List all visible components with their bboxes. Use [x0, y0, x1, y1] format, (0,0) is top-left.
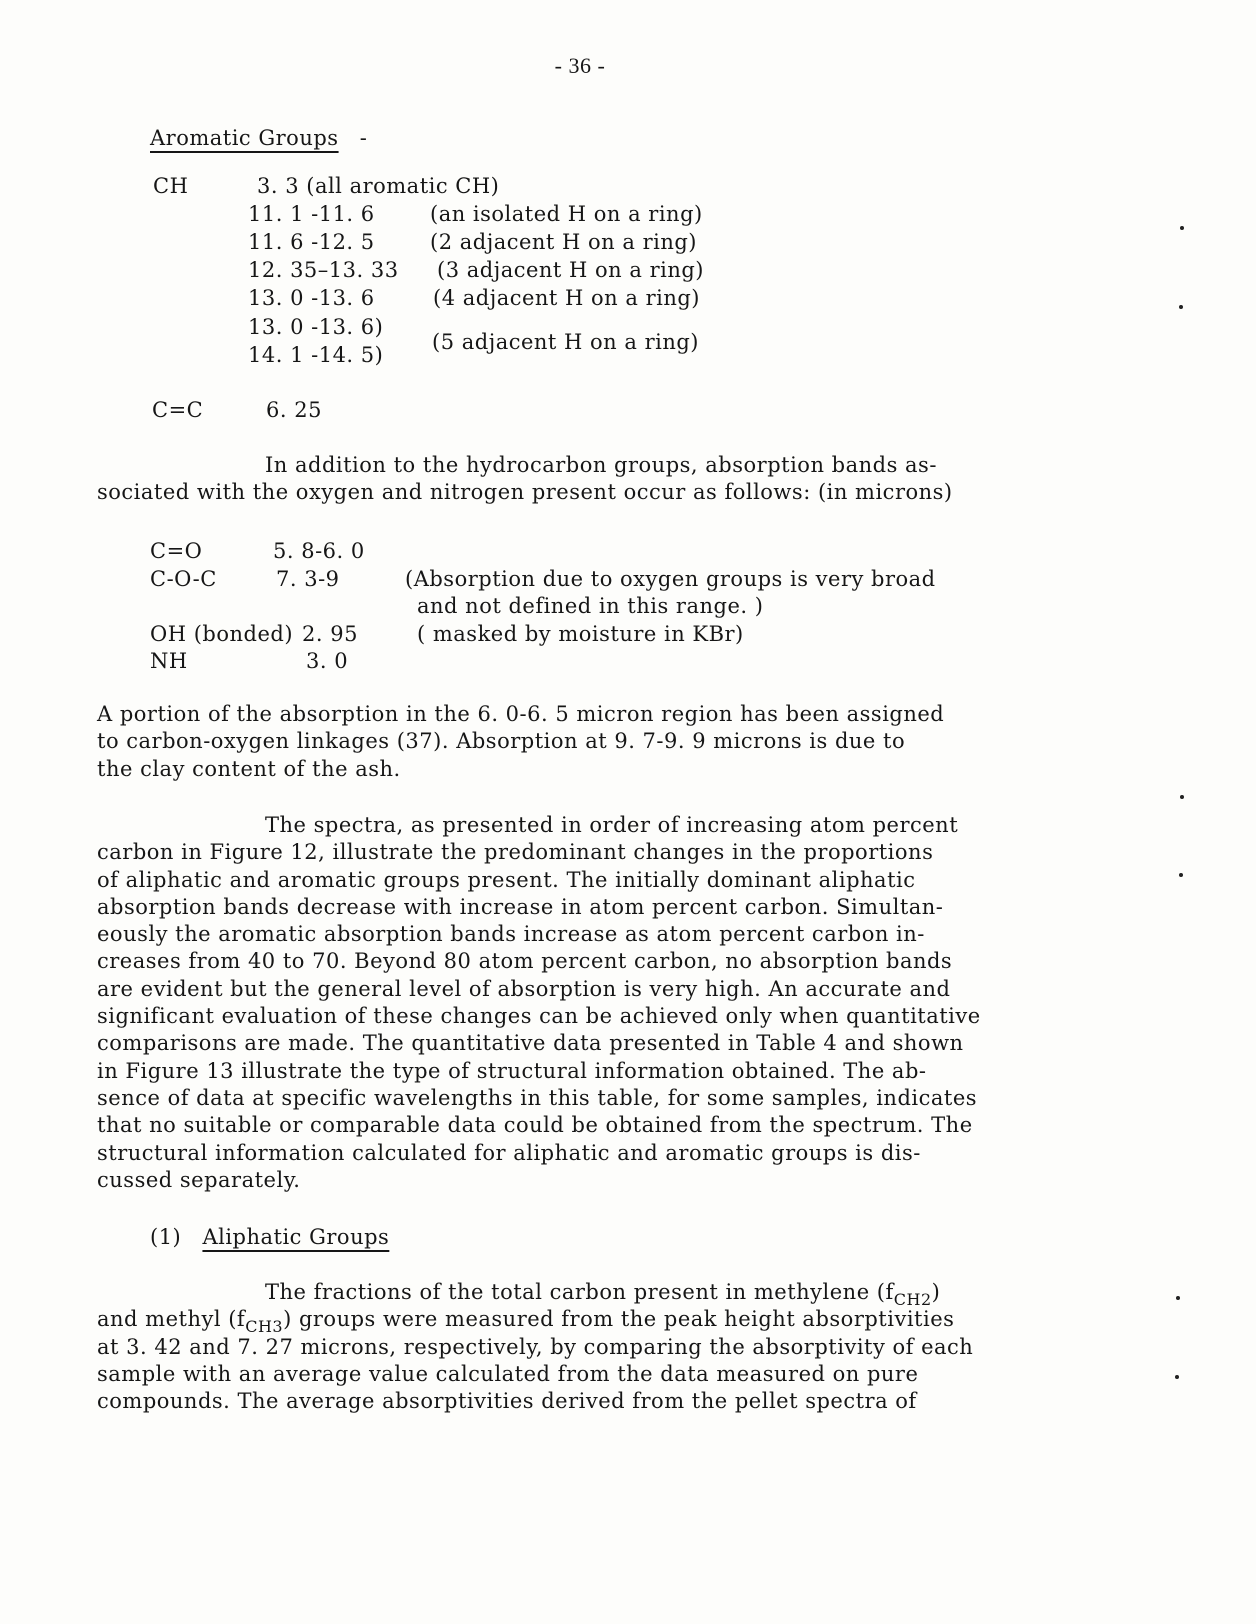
paragraph-line: The spectra, as presented in order of increasing atom percent: [265, 813, 959, 837]
on-note: (Absorption due to oxygen groups is very broad: [405, 567, 936, 591]
paragraph-line: the clay content of the ash.: [97, 756, 401, 781]
paragraph-line: The fractions of the total carbon present in methylene $(f_{CH2})$: [265, 1280, 941, 1309]
scan-speck: [1179, 873, 1183, 877]
scan-speck: [1176, 1296, 1180, 1300]
on-group: C=O: [150, 539, 203, 563]
aliphatic-number: (1): [150, 1225, 182, 1249]
paragraph-line: are evident but the general level of absorption is very high. An accurate and: [97, 976, 951, 1001]
five-adjacent-note: (5 adjacent H on a ring): [432, 330, 699, 354]
heading-dash: -: [359, 126, 368, 150]
on-value: 3. 0: [306, 649, 349, 673]
paragraph-line: creases from 40 to 70. Beyond 80 atom percent carbon, no absorption bands: [97, 949, 953, 974]
paragraph-line: A portion of the absorption in the 6. 0-6. 5 micron region has been assigned: [97, 702, 945, 726]
paragraph-line: and methyl $(f_{CH3})$ groups were measured from the peak height absorptivities: [97, 1307, 955, 1337]
ch-row-note: (an isolated H on a ring): [430, 202, 703, 226]
paragraph-line: sociated with the oxygen and nitrogen present occur as follows: (in microns): [97, 480, 953, 505]
paragraph-line: In addition to the hydrocarbon groups, absorption bands as-: [265, 453, 937, 477]
on-value: 2. 95: [302, 622, 358, 646]
cc-value: 6. 25: [266, 398, 322, 422]
paragraph-line: of aliphatic and aromatic groups present. The initially dominant aliphatic: [97, 867, 916, 892]
scan-speck: [1179, 305, 1183, 309]
on-group: C-O-C: [150, 567, 217, 591]
ch-row-range: 12. 35–13. 33: [248, 258, 399, 282]
paragraph-line: sample with an average value calculated from the data measured on pure: [97, 1361, 919, 1386]
on-group: OH (bonded): [150, 622, 294, 646]
aliphatic-heading-row: [150, 1223, 389, 1251]
paragraph-line: cussed separately.: [97, 1167, 301, 1192]
scan-speck: [1180, 795, 1184, 799]
paragraph-line: significant evaluation of these changes can be achieved only when quantitative: [97, 1004, 981, 1029]
scan-speck: [1180, 226, 1184, 230]
paragraph-line: eously the aromatic absorption bands increase as atom percent carbon in-: [97, 922, 925, 947]
ch-row-range: 11. 1 -11. 6: [248, 202, 375, 226]
spectra-paragraph: [97, 812, 1087, 1194]
ch-row-range: 13. 0 -13. 6: [248, 286, 375, 310]
on-group: NH: [150, 649, 188, 673]
ch-label: CH: [153, 174, 189, 198]
paragraph-line: in Figure 13 illustrate the type of structural information obtained. The ab-: [97, 1058, 927, 1083]
paragraph-line: to carbon-oxygen linkages (37). Absorption at 9. 7-9. 9 microns is due to: [97, 729, 906, 754]
on-note: ( masked by moisture in KBr): [417, 622, 744, 646]
on-value: 5. 8-6. 0: [273, 539, 365, 563]
on-value: 7. 3-9: [276, 567, 340, 591]
paragraph-line: compounds. The average absorptivities derived from the pellet spectra of: [97, 1389, 917, 1414]
paragraph-line: at 3. 42 and 7. 27 microns, respectively, by comparing the absorptivity of each: [97, 1334, 974, 1359]
ch2-subscript: CH2: [893, 1290, 932, 1309]
ch-row-range: 11. 6 -12. 5: [248, 230, 375, 254]
paragraph-line: sence of data at specific wavelengths in this table, for some samples, indicates: [97, 1085, 978, 1110]
paragraph-line: absorption bands decrease with increase in atom percent carbon. Simultan-: [97, 894, 944, 919]
ch-row-note: (3 adjacent H on a ring): [437, 258, 704, 282]
aromatic-groups-heading-row: [150, 124, 367, 152]
aliphatic-groups-heading: Aliphatic Groups: [202, 1225, 390, 1249]
paragraph-line: that no suitable or comparable data could be obtained from the spectrum. The: [97, 1113, 973, 1138]
portion-paragraph: [97, 701, 1087, 783]
ch3-subscript: CH3: [245, 1317, 284, 1337]
ch-row-range: 13. 0 -13. 6): [248, 315, 384, 339]
on-note: and not defined in this range. ): [417, 594, 764, 618]
ch-row-note: (4 adjacent H on a ring): [433, 286, 700, 310]
aromatic-groups-heading: Aromatic Groups: [150, 126, 339, 150]
paragraph-line: structural information calculated for aliphatic and aromatic groups is dis-: [97, 1140, 921, 1165]
paragraph-line: comparisons are made. The quantitative data presented in Table 4 and shown: [97, 1031, 964, 1056]
scan-speck: [1175, 1375, 1179, 1379]
paragraph-line: carbon in Figure 12, illustrate the predominant changes in the proportions: [97, 840, 934, 865]
fractions-paragraph: [97, 1279, 1087, 1415]
cc-label: C=C: [152, 398, 204, 422]
page-number: - 36 -: [554, 53, 606, 78]
ch-row-range: 14. 1 -14. 5): [248, 343, 384, 367]
ch-row-note: (2 adjacent H on a ring): [430, 230, 697, 254]
ch-row: 3. 3 (all aromatic CH): [257, 174, 500, 198]
intro-paragraph: [97, 452, 1087, 507]
